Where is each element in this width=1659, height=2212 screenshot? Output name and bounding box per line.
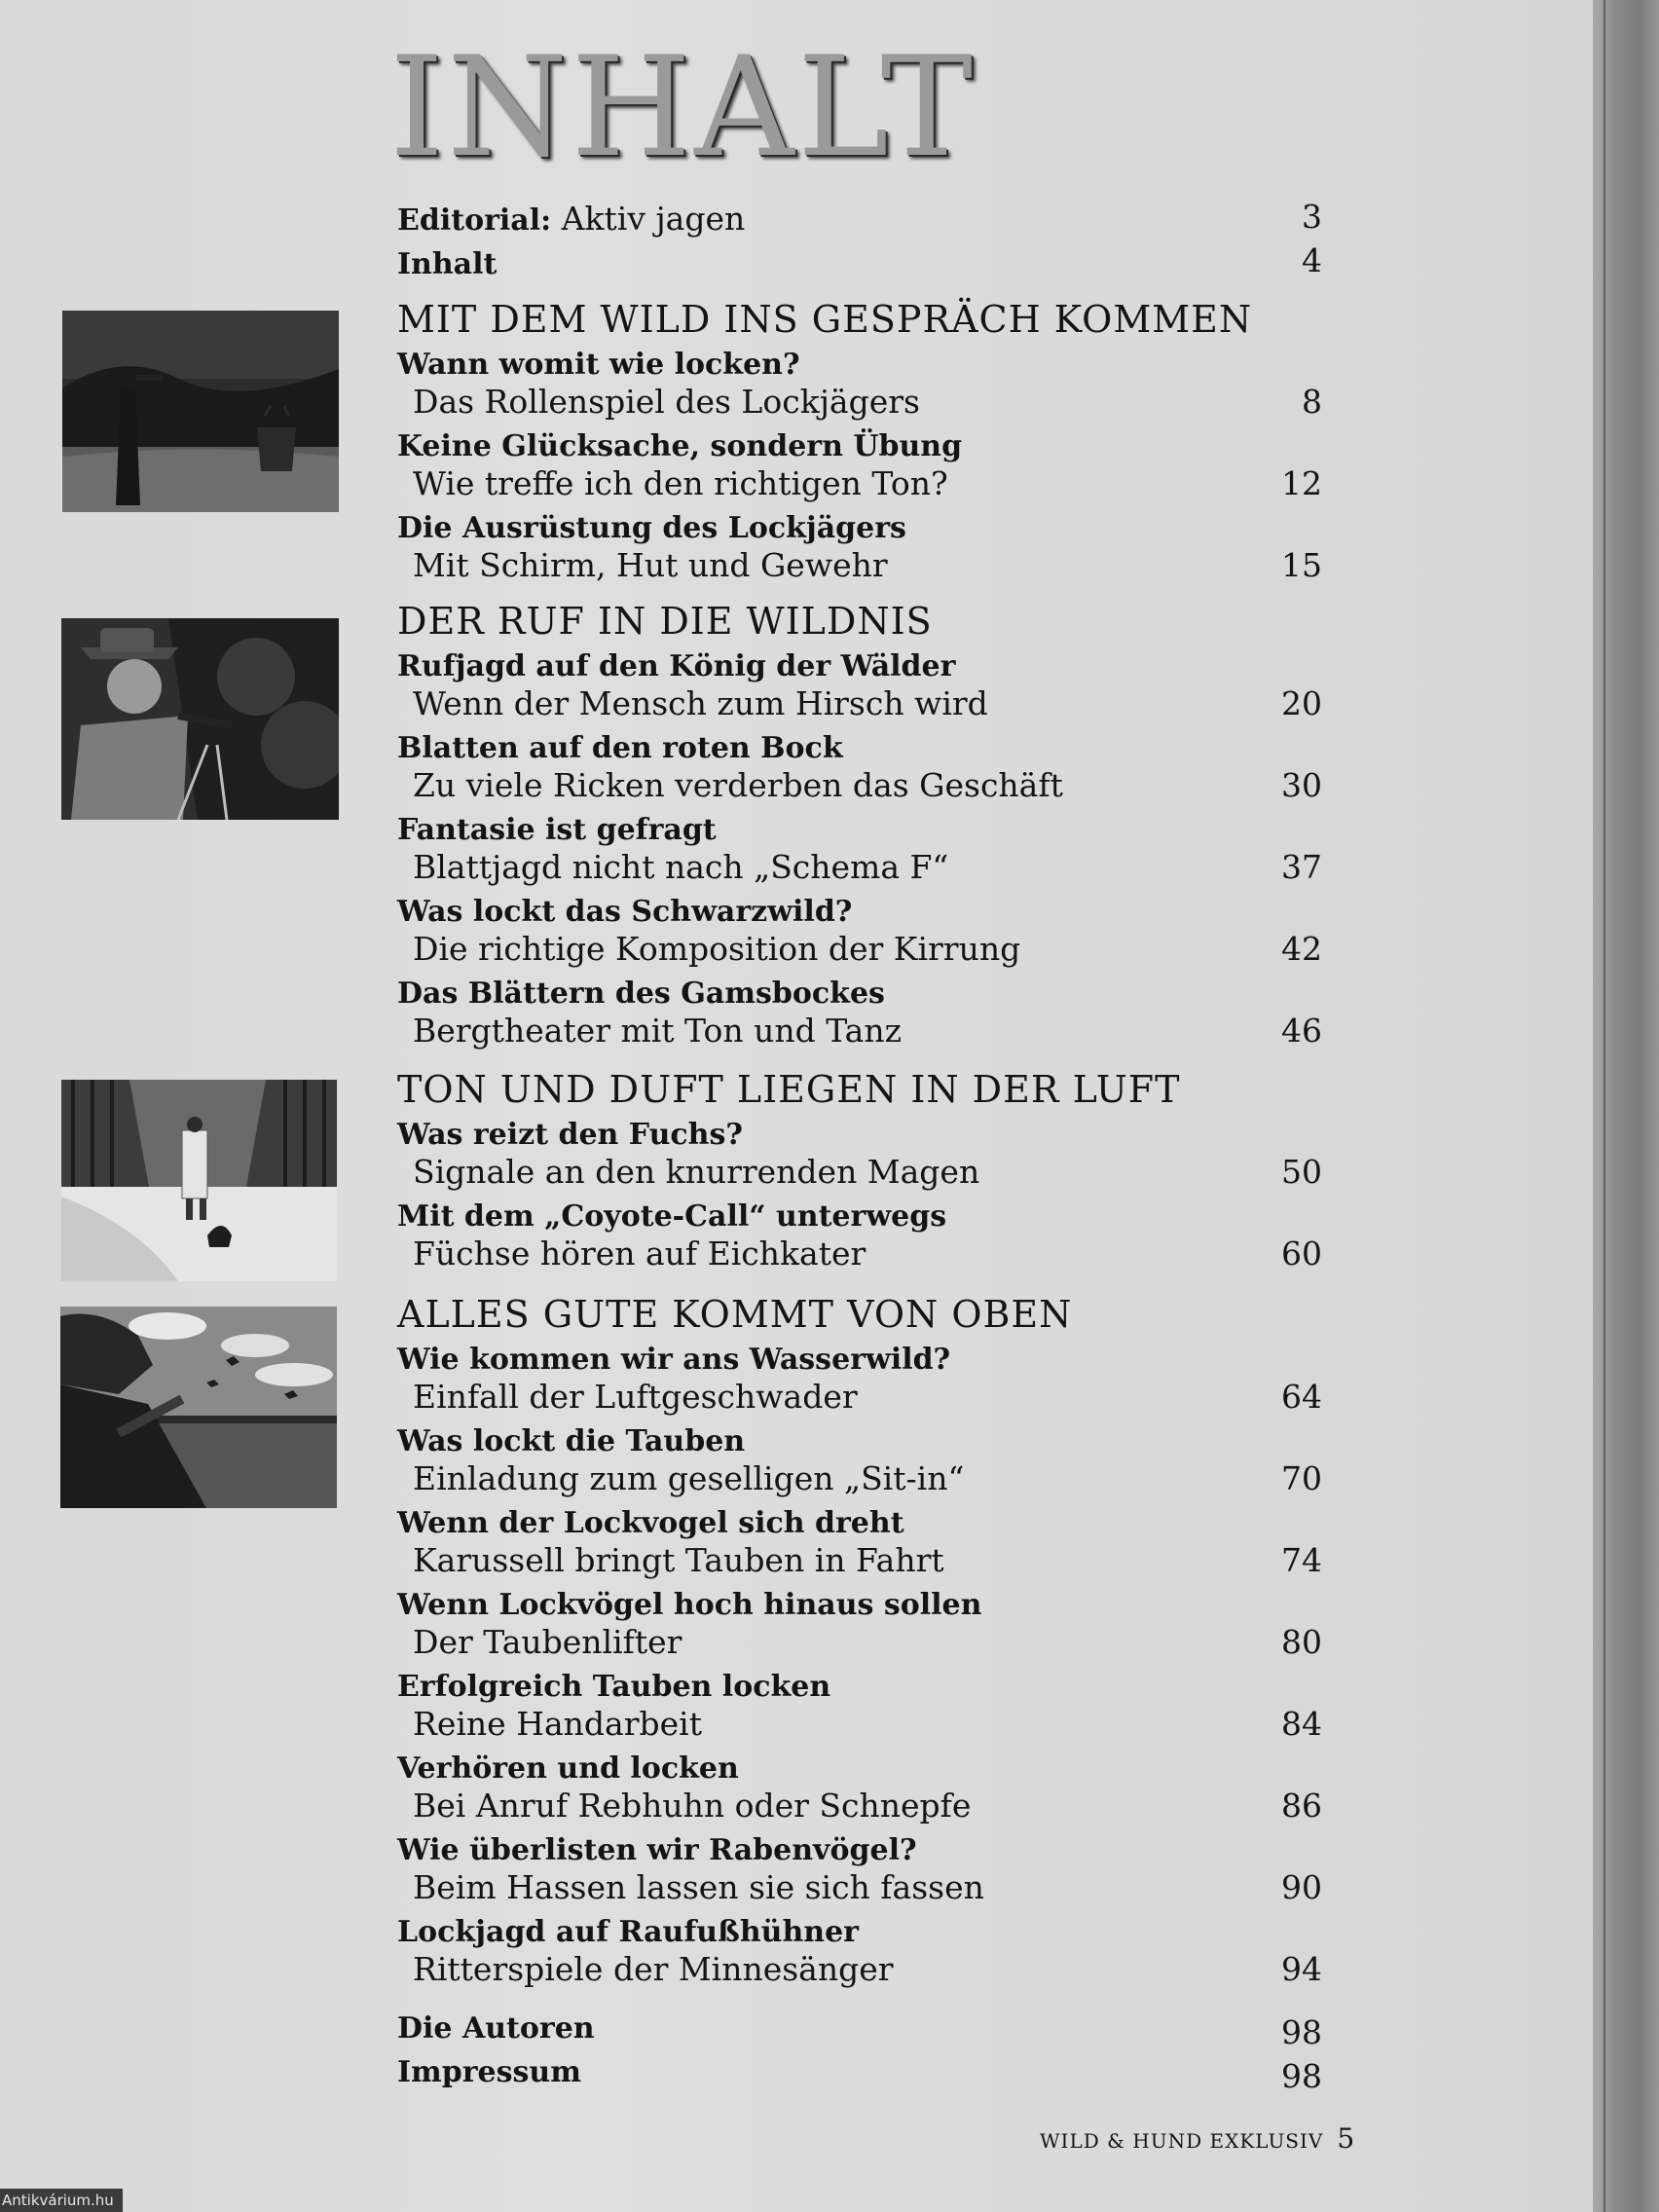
entry-subtitle: Zu viele Ricken verderben das Geschäft (413, 766, 1063, 804)
entry-title: Was reizt den Fuchs? (397, 1118, 743, 1152)
entry-subtitle: Wie treffe ich den richtigen Ton? (413, 464, 948, 502)
page-title: INHALT (389, 27, 977, 188)
hunter-with-caller-photo (61, 618, 339, 820)
entry-subtitle: Der Taubenlifter (413, 1623, 682, 1661)
page-number: 98 (1281, 2057, 1322, 2095)
page-number: 80 (1281, 1623, 1322, 1661)
gutter-edge (1604, 0, 1605, 2212)
entry-title: Keine Glücksache, sondern Übung (397, 429, 963, 463)
entry-title: Fantasie ist gefragt (397, 813, 717, 847)
page-number: 90 (1281, 1868, 1322, 1906)
page-number: 60 (1281, 1235, 1322, 1272)
page-number: 70 (1281, 1459, 1322, 1497)
entry-title: Das Blättern des Gamsbockes (397, 977, 885, 1011)
page-number: 50 (1281, 1153, 1322, 1191)
entry-subtitle: Reine Handarbeit (413, 1705, 702, 1743)
front-matter-item (397, 246, 497, 281)
page-number: 30 (1281, 766, 1322, 804)
entry-subtitle: Karussell bringt Tauben in Fahrt (413, 1541, 944, 1579)
entry-subtitle: Signale an den knurrenden Magen (413, 1153, 980, 1191)
entry-subtitle: Beim Hassen lassen sie sich fassen (413, 1868, 984, 1906)
entry-subtitle: Einfall der Luftgeschwader (413, 1378, 858, 1416)
page-number: 86 (1281, 1787, 1322, 1825)
hunter-horn-and-red-deer-photo (62, 311, 339, 512)
watermark: Antikvárium.hu (0, 2189, 123, 2212)
entry-title: Lockjagd auf Raufußhühner (397, 1915, 859, 1949)
publication-name: WILD & HUND EXKLUSIV (1040, 2129, 1324, 2153)
page-number: 20 (1281, 684, 1322, 722)
entry-title: Mit dem „Coyote-Call“ unterwegs (397, 1199, 947, 1234)
page-number: 5 (1337, 2122, 1356, 2155)
section-heading: MIT DEM WILD INS GESPRÄCH KOMMEN (397, 298, 1253, 341)
front-matter-label: Editorial: (397, 203, 552, 238)
entry-subtitle: Einladung zum geselligen „Sit-in“ (413, 1459, 965, 1497)
entry-subtitle: Mit Schirm, Hut und Gewehr (413, 546, 888, 584)
front-matter-item (397, 200, 746, 238)
section-heading: DER RUF IN DIE WILDNIS (397, 600, 933, 643)
page-number: 12 (1281, 464, 1322, 502)
entry-title: Verhören und locken (397, 1751, 739, 1786)
entry-title: Wenn Lockvögel hoch hinaus sollen (397, 1588, 982, 1622)
page-footer (1040, 2122, 1355, 2155)
waterfowl-hunter-at-lake-photo (60, 1307, 337, 1508)
entry-title: Wie überlisten wir Rabenvögel? (397, 1833, 917, 1867)
section-heading: ALLES GUTE KOMMT VON OBEN (397, 1293, 1073, 1336)
entry-title: Wie kommen wir ans Wasserwild? (397, 1343, 951, 1377)
page-number: 3 (1302, 198, 1322, 236)
entry-subtitle: Das Rollenspiel des Lockjägers (413, 383, 920, 421)
page-number: 74 (1281, 1541, 1322, 1579)
page-number: 4 (1302, 241, 1322, 279)
entry-title: Wann womit wie locken? (397, 348, 800, 382)
page-number: 64 (1281, 1378, 1322, 1416)
entry-subtitle: Die richtige Komposition der Kirrung (413, 930, 1021, 968)
entry-subtitle: Wenn der Mensch zum Hirsch wird (413, 684, 988, 722)
entry-title: Rufjagd auf den König der Wälder (397, 649, 956, 683)
page-number: 84 (1281, 1705, 1322, 1743)
entry-subtitle: Bei Anruf Rebhuhn oder Schnepfe (413, 1787, 972, 1825)
page-number: 46 (1281, 1012, 1322, 1050)
entry-title: Wenn der Lockvogel sich dreht (397, 1506, 904, 1540)
entry-title: Was lockt die Tauben (397, 1424, 746, 1458)
page-number: 15 (1281, 546, 1322, 584)
front-matter-sublabel: Aktiv jagen (561, 200, 746, 238)
page-number: 8 (1302, 383, 1322, 421)
front-matter-label: Inhalt (397, 247, 498, 281)
entry-title: Was lockt das Schwarzwild? (397, 895, 853, 929)
page-number: 94 (1281, 1950, 1322, 1988)
page-number: 42 (1281, 930, 1322, 968)
entry-subtitle: Bergtheater mit Ton und Tanz (413, 1012, 902, 1050)
entry-title: Erfolgreich Tauben locken (397, 1670, 831, 1704)
back-matter-item: Die Autoren (397, 2011, 595, 2046)
entry-subtitle: Füchse hören auf Eichkater (413, 1235, 866, 1272)
entry-title: Die Ausrüstung des Lockjägers (397, 511, 906, 545)
entry-subtitle: Blattjagd nicht nach „Schema F“ (413, 848, 949, 886)
entry-subtitle: Ritterspiele der Minnesänger (413, 1950, 894, 1988)
back-matter-item: Impressum (397, 2055, 581, 2089)
entry-title: Blatten auf den roten Bock (397, 731, 843, 765)
page-number: 98 (1281, 2013, 1322, 2051)
table-of-contents (397, 0, 1322, 2142)
section-heading: TON UND DUFT LIEGEN IN DER LUFT (397, 1068, 1181, 1111)
page-number: 37 (1281, 848, 1322, 886)
snowy-forest-hunter-with-dog-photo (61, 1080, 337, 1281)
